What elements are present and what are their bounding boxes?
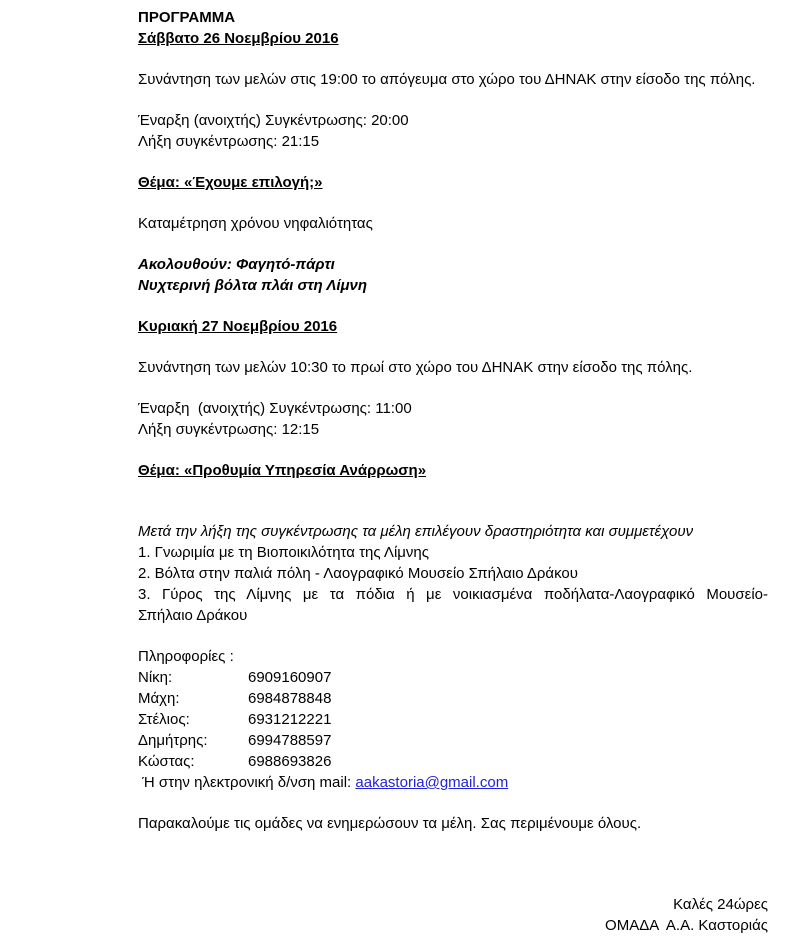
document-content bbox=[138, 7, 768, 936]
contact-name: Στέλιος: bbox=[138, 711, 190, 728]
email-line bbox=[138, 772, 768, 793]
saturday-theme-heading: Θέμα: «Έχουμε επιλογή;» bbox=[138, 174, 323, 191]
contact-row bbox=[138, 751, 768, 772]
contact-phone: 6988693826 bbox=[248, 753, 332, 770]
after-activities-line-2: Νυχτερινή βόλτα πλάι στη Λίμνη bbox=[138, 277, 368, 294]
saturday-meeting-line: Συνάντηση των μελών στις 19:00 το απόγευμα στο χώρο του ΔΗΝΑΚ στην είσοδο της πόλης. bbox=[138, 71, 756, 88]
contact-phone: 6931212221 bbox=[248, 711, 332, 728]
signoff-line-2: ΟΜΑΔΑ Α.Α. Καστοριάς bbox=[605, 917, 768, 934]
saturday-end-line: Λήξη συγκέντρωσης: 21:15 bbox=[138, 133, 320, 150]
contact-row bbox=[138, 667, 768, 688]
sunday-start-line: Έναρξη (ανοιχτής) Συγκέντρωσης: 11:00 bbox=[138, 400, 412, 417]
sunday-heading: Κυριακή 27 Νοεμβρίου 2016 bbox=[138, 318, 338, 335]
contact-phone: 6984878848 bbox=[248, 690, 332, 707]
contact-row bbox=[138, 709, 768, 730]
contact-name: Μάχη: bbox=[138, 690, 180, 707]
contact-name: Δημήτρης: bbox=[138, 732, 208, 749]
signoff-line-1: Καλές 24ώρες bbox=[673, 896, 768, 913]
closing-line: Παρακαλούμε τις ομάδες να ενημερώσουν τα μέλη. Σας περιμένουμε όλους. bbox=[138, 815, 642, 832]
sunday-end-line: Λήξη συγκέντρωσης: 12:15 bbox=[138, 421, 320, 438]
contact-phone: 6909160907 bbox=[248, 669, 332, 686]
contact-row bbox=[138, 688, 768, 709]
info-heading: Πληροφορίες : bbox=[138, 648, 234, 665]
activity-item-3-line1: 3. Γύρος της Λίμνης με τα πόδια ή με νοικιασμένα ποδήλατα-Λαογραφικό Μουσείο- bbox=[138, 586, 768, 603]
document-title: ΠΡΟΓΡΑΜΜΑ bbox=[138, 9, 236, 26]
contact-phone: 6994788597 bbox=[248, 732, 332, 749]
activity-item-3-line2: Σπήλαιο Δράκου bbox=[138, 607, 248, 624]
sunday-theme-heading: Θέμα: «Προθυμία Υπηρεσία Ανάρρωση» bbox=[138, 462, 427, 479]
activity-item-2: 2. Βόλτα στην παλιά πόλη - Λαογραφικό Μουσείο Σπήλαιο Δράκου bbox=[138, 565, 578, 582]
contact-row bbox=[138, 730, 768, 751]
sobriety-count-line: Καταμέτρηση χρόνου νηφαλιότητας bbox=[138, 215, 373, 232]
after-activities-line-1: Ακολουθούν: Φαγητό-πάρτι bbox=[138, 256, 335, 273]
contact-name: Κώστας: bbox=[138, 753, 195, 770]
saturday-heading: Σάββατο 26 Νοεμβρίου 2016 bbox=[138, 30, 339, 47]
email-line-prefix: Ή στην ηλεκτρονική δ/νση mail: bbox=[138, 774, 356, 791]
saturday-start-line: Έναρξη (ανοιχτής) Συγκέντρωσης: 20:00 bbox=[138, 112, 409, 129]
activity-item-1: 1. Γνωριμία με τη Βιοποικιλότητα της Λίμνης bbox=[138, 544, 429, 561]
activities-intro: Μετά την λήξη της συγκέντρωσης τα μέλη επιλέγουν δραστηριότητα και συμμετέχουν bbox=[138, 523, 694, 540]
contact-name: Νίκη: bbox=[138, 669, 173, 686]
email-link[interactable]: aakastoria@gmail.com bbox=[355, 774, 509, 791]
sunday-meeting-line: Συνάντηση των μελών 10:30 το πρωί στο χώρο του ΔΗΝΑΚ στην είσοδο της πόλης. bbox=[138, 359, 693, 376]
